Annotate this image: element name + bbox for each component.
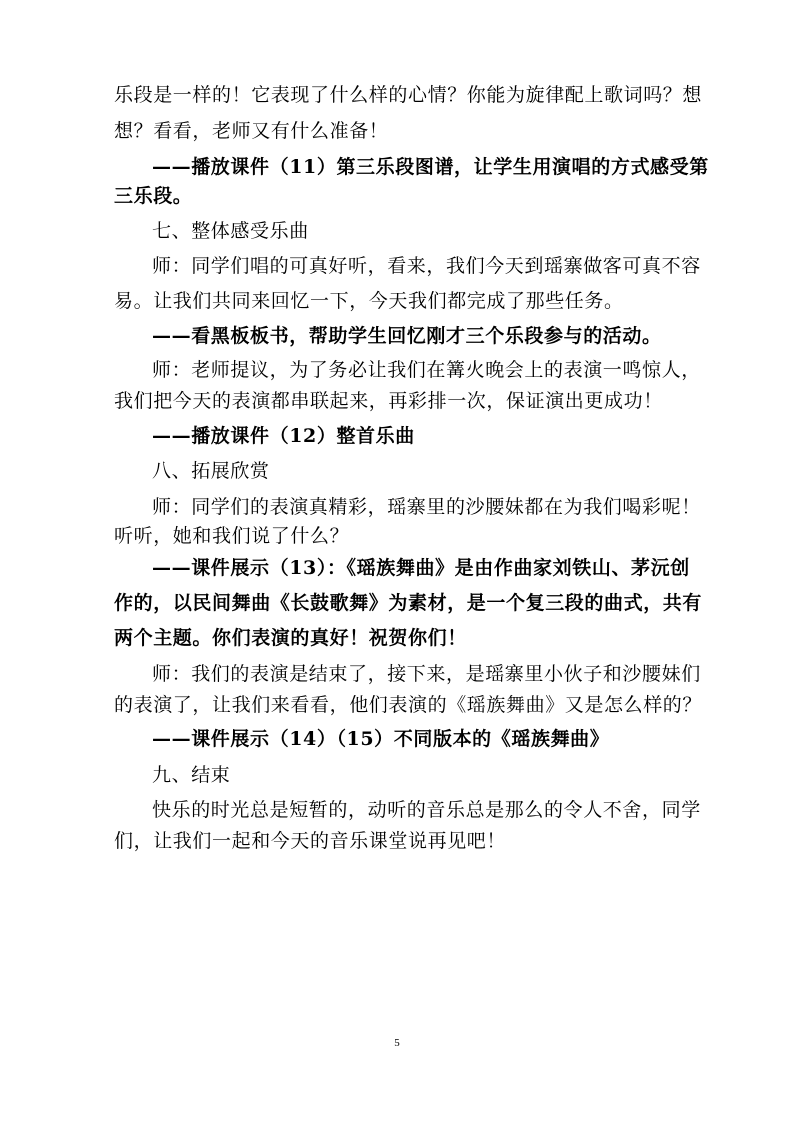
paragraph-line: 们，让我们一起和今天的音乐课堂说再见吧！ xyxy=(114,830,507,852)
paragraph-line: 师：同学们唱的可真好听，看来，我们今天到瑶寨做客可真不容 xyxy=(152,255,701,277)
instruction-line: ——播放课件（12）整首乐曲 xyxy=(152,425,415,447)
page-number: 5 xyxy=(394,1037,400,1049)
instruction-line: ——课件展示（14）（15）不同版本的《瑶族舞曲》 xyxy=(152,728,610,750)
paragraph-line: 师：同学们的表演真精彩，瑶寨里的沙腰妹都在为我们喝彩呢！ xyxy=(152,496,701,518)
instruction-line: ——看黑板板书，帮助学生回忆刚才三个乐段参与的活动。 xyxy=(152,325,662,347)
paragraph-line: 我们把今天的表演都串联起来，再彩排一次，保证演出更成功！ xyxy=(114,390,663,412)
paragraph-line: 听听，她和我们说了什么？ xyxy=(114,525,350,547)
paragraph-line: 想？看看，老师又有什么准备！ xyxy=(114,120,389,142)
section-heading: 八、拓展欣赏 xyxy=(152,460,270,482)
instruction-line: 两个主题。你们表演的真好！祝贺你们！ xyxy=(114,627,467,649)
section-heading: 九、结束 xyxy=(152,764,231,786)
paragraph-line: 师：老师提议，为了务必让我们在篝火晚会上的表演一鸣惊人， xyxy=(152,359,701,381)
paragraph-line: 师：我们的表演是结束了，接下来，是瑶寨里小伙子和沙腰妹们 xyxy=(152,663,701,685)
paragraph-line: 快乐的时光总是短暂的，动听的音乐总是那么的令人不舍，同学 xyxy=(152,799,701,821)
paragraph-line: 的表演了，让我们来看看，他们表演的《瑶族舞曲》又是怎么样的？ xyxy=(114,694,703,716)
instruction-line: ——课件展示（13）：《瑶族舞曲》是由作曲家刘铁山、茅沅创 xyxy=(152,557,690,579)
paragraph-line: 易。让我们共同来回忆一下，今天我们都完成了那些任务。 xyxy=(114,290,624,312)
paragraph-line: 乐段是一样的！它表现了什么样的心情？你能为旋律配上歌词吗？想 xyxy=(114,84,703,106)
instruction-line: ——播放课件（11）第三乐段图谱，让学生用演唱的方式感受第 xyxy=(152,156,709,178)
instruction-line: 作的，以民间舞曲《长鼓歌舞》为素材，是一个复三段的曲式，共有 xyxy=(114,592,703,614)
section-heading: 七、整体感受乐曲 xyxy=(152,220,309,242)
instruction-line: 三乐段。 xyxy=(114,185,193,207)
